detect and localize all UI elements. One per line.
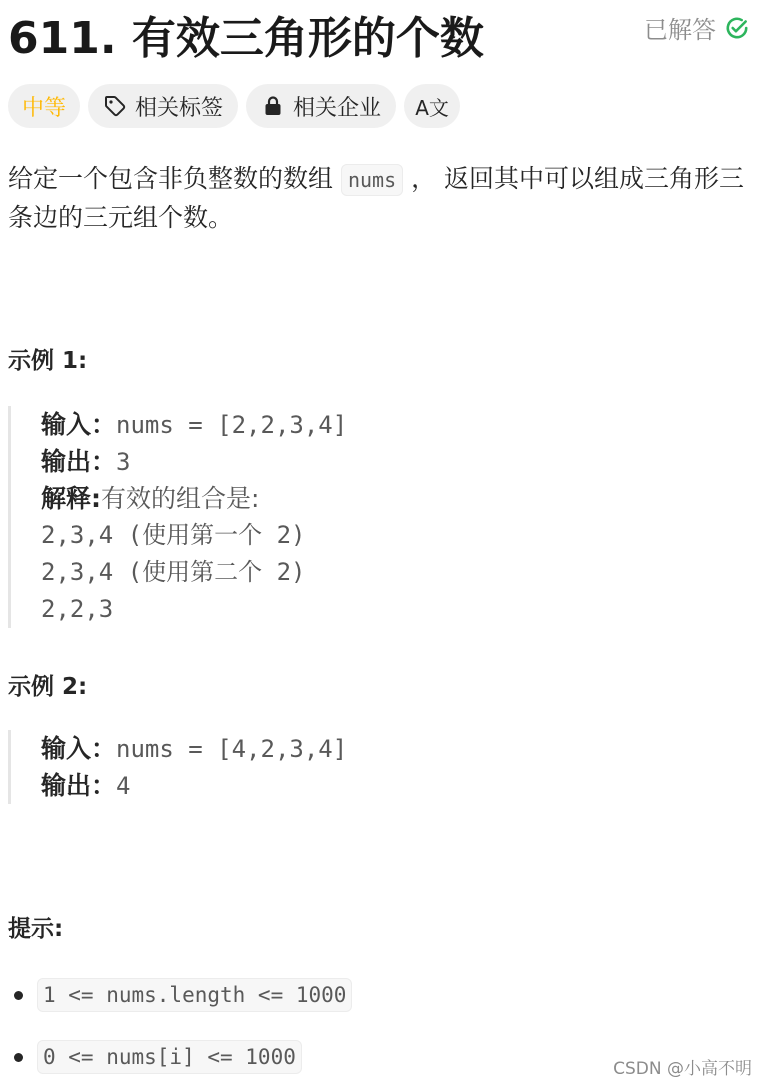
explain-line: 2,2,3 xyxy=(41,595,114,623)
bullet-icon xyxy=(14,991,23,1000)
watermark: CSDN @小高不明 xyxy=(613,1059,752,1079)
tag-icon xyxy=(103,94,127,118)
problem-description xyxy=(8,160,748,237)
lock-icon xyxy=(261,94,285,118)
constraint-code: 0 <= nums[i] <= 1000 xyxy=(37,1040,302,1074)
hints-title: 提示: xyxy=(8,916,64,942)
output-label: 输出： xyxy=(41,447,117,476)
description-text-1: 给定一个包含非负整数的数组 xyxy=(8,164,341,193)
related-companies-button[interactable] xyxy=(246,84,396,128)
translate-icon: A文 xyxy=(415,95,449,120)
explain-line: 2,3,4 (使用第二个 2) xyxy=(41,558,306,586)
solved-status[interactable] xyxy=(644,10,750,45)
example-2-input xyxy=(41,730,347,767)
bullet-icon xyxy=(14,1053,23,1062)
constraint-code: 1 <= nums.length <= 1000 xyxy=(37,978,352,1012)
example-2-block xyxy=(8,730,347,804)
description-code: nums xyxy=(341,164,403,196)
example-1-explanation xyxy=(41,480,347,517)
input-value: nums = [4,2,3,4] xyxy=(116,735,348,763)
example-2-title: 示例 2: xyxy=(8,674,88,700)
tag-bar xyxy=(8,84,460,128)
input-label: 输入： xyxy=(41,734,117,763)
list-item xyxy=(8,978,352,1012)
output-value: 3 xyxy=(116,448,131,476)
example-1-output xyxy=(41,443,347,480)
input-label: 输入： xyxy=(41,410,117,439)
input-value: nums = [2,2,3,4] xyxy=(116,411,348,439)
translate-button[interactable] xyxy=(404,84,460,128)
explain-line: 2,3,4 (使用第一个 2) xyxy=(41,521,306,549)
solved-label: 已解答 xyxy=(644,16,716,44)
difficulty-badge: 中等 xyxy=(8,84,80,128)
check-circle-icon xyxy=(724,15,750,41)
problem-title: 611. 有效三角形的个数 xyxy=(8,13,484,64)
list-item xyxy=(8,1040,302,1074)
example-1-title: 示例 1: xyxy=(8,348,88,374)
explain-text: 有效的组合是: xyxy=(101,484,260,513)
description-text-2: ， 返回其中可以组成三角形三条边的三元组个数。 xyxy=(8,164,745,232)
related-tags-label: 相关标签 xyxy=(135,95,224,121)
example-1-block xyxy=(8,406,347,628)
explain-label: 解释: xyxy=(41,484,101,513)
related-companies-label: 相关企业 xyxy=(293,95,382,121)
output-value: 4 xyxy=(116,772,131,800)
related-tags-button[interactable] xyxy=(88,84,238,128)
example-1-input xyxy=(41,406,347,443)
output-label: 输出： xyxy=(41,771,117,800)
example-2-output xyxy=(41,767,347,804)
title-row xyxy=(8,0,750,64)
